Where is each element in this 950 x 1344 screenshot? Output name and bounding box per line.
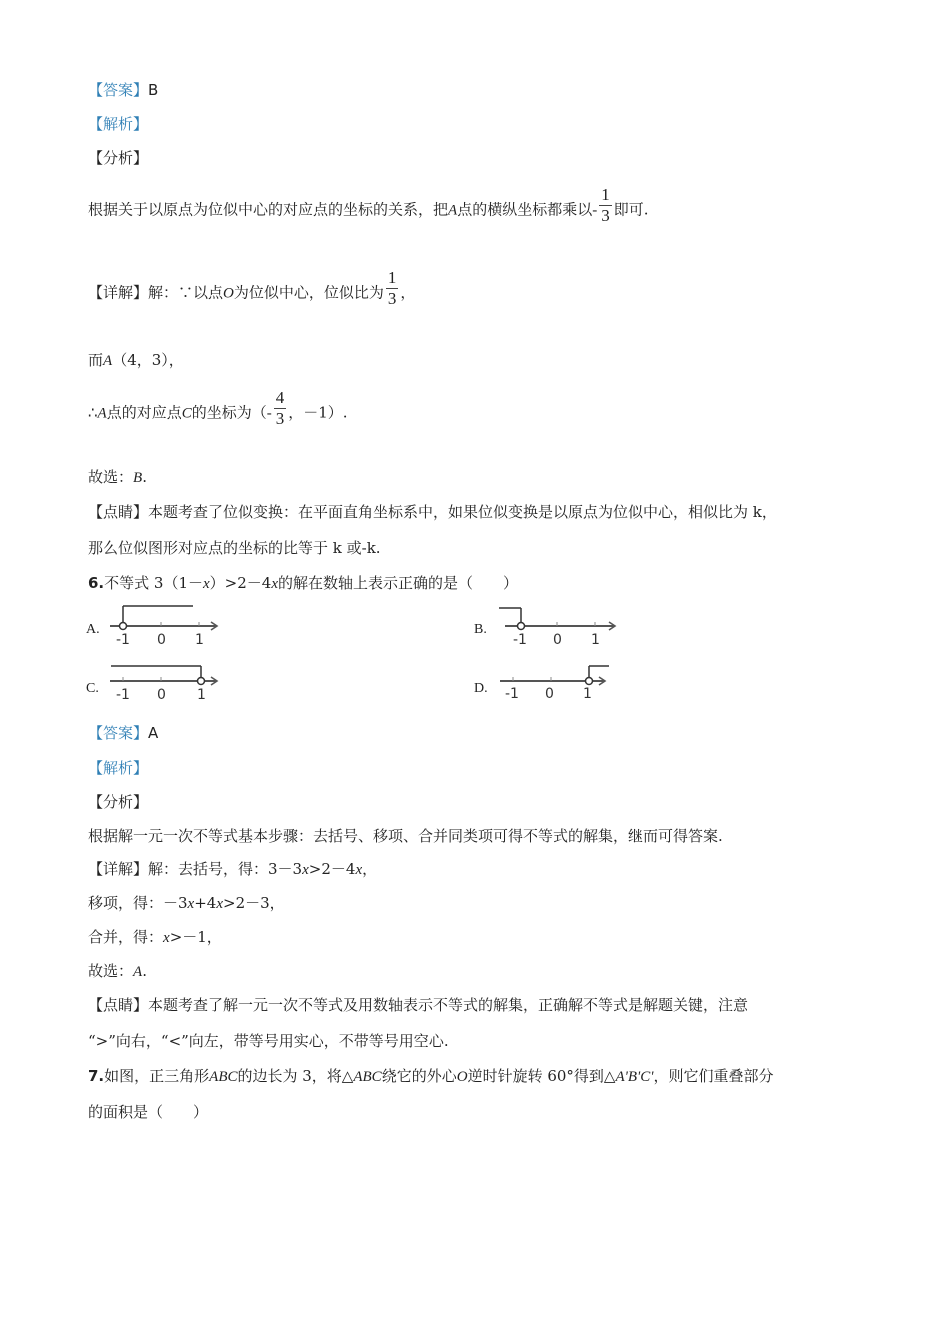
tick-label: 1 <box>583 686 592 702</box>
analysis-tag: 【解析】 <box>88 759 149 777</box>
text: ， <box>362 860 378 878</box>
text: 本题考查了解一元一次不等式及用数轴表示不等式的解集，正确解不等式是解题关键，注意 <box>148 996 749 1014</box>
choice: B <box>133 470 143 486</box>
text: （4，3）， <box>112 351 184 369</box>
dianjing-tag: 【点睛】 <box>88 503 149 521</box>
text: 而 <box>88 351 104 369</box>
text: . <box>142 468 147 486</box>
therefore-symbol: ∴ <box>88 403 98 422</box>
var-o: O <box>223 285 234 302</box>
option-a-label[interactable]: A. <box>86 622 100 637</box>
text: 的解在数轴上表示正确的是（ ） <box>278 574 519 592</box>
text: 点的对应点 <box>106 403 182 422</box>
fraction <box>386 268 399 309</box>
text: 不等式 3（1－ <box>104 574 203 592</box>
neg-sign: - <box>592 202 598 219</box>
analysis-tag: 【解析】 <box>88 115 149 133</box>
detail-line-3 <box>88 927 222 948</box>
dianjing-line-1 <box>88 995 748 1015</box>
var-x: x <box>271 576 278 592</box>
question-7-stem-line2: 的面积是（ ） <box>88 1103 209 1121</box>
text: >－1， <box>169 928 222 946</box>
fenxi-text-c: 即可. <box>613 200 649 219</box>
frac-den: 3 <box>275 409 285 428</box>
fenxi-tag: 【分析】 <box>88 793 149 811</box>
tick-label: 0 <box>553 632 562 647</box>
var-x: x <box>355 862 363 878</box>
var-a: A <box>448 202 458 219</box>
detail-line-2 <box>88 350 184 371</box>
option-c-number-line[interactable] <box>105 662 225 706</box>
var-abc: ABC <box>209 1069 238 1085</box>
fraction <box>274 388 287 429</box>
choose-line-q5 <box>88 467 147 488</box>
option-d-number-line[interactable] <box>497 660 617 704</box>
fraction <box>599 185 612 226</box>
var-abc-prime: A'B'C' <box>615 1069 654 1085</box>
fenxi-text-b: 点的横纵坐标都乘以 <box>457 200 593 219</box>
var-abc: ABC <box>353 1069 382 1085</box>
text: . <box>142 962 147 980</box>
dianjing-tag: 【点睛】 <box>88 996 149 1014</box>
question-7-stem <box>88 1066 773 1087</box>
detail-line-1 <box>88 859 377 880</box>
tick-label: 1 <box>591 632 600 647</box>
question-6-stem <box>88 573 518 594</box>
fenxi-tag: 【分析】 <box>88 149 149 167</box>
detail-line-3 <box>88 388 348 429</box>
question-number: 7. <box>88 1067 105 1085</box>
answer-tag: 【答案】 <box>88 724 149 742</box>
tick-label: -1 <box>116 632 130 647</box>
text: ，则它们重叠部分 <box>653 1067 774 1085</box>
text: 如图，正三角形 <box>104 1067 210 1085</box>
answer-value: A <box>148 724 159 742</box>
var-a: A <box>103 353 113 369</box>
var-x: x <box>187 896 195 912</box>
text: >2－4 <box>308 860 356 878</box>
text: 的边长为 3，将△ <box>237 1067 354 1085</box>
dianjing-line-2: 那么位似图形对应点的坐标的比等于 k 或-k. <box>88 539 381 557</box>
choice: A <box>133 964 143 980</box>
tick-label: 1 <box>197 687 206 703</box>
text: ，－1）. <box>288 403 348 422</box>
tick-label: 0 <box>157 687 166 703</box>
tick-label: -1 <box>513 632 527 647</box>
detail-text-b: 为位似中心，位似比为 <box>233 283 384 302</box>
var-o: O <box>456 1069 468 1085</box>
dianjing-line-2: “>”向右，“<”向左，带等号用实心，不带等号用空心. <box>88 1032 449 1050</box>
text: 移项，得：－3 <box>88 894 188 912</box>
text: 的坐标为（ <box>191 403 267 422</box>
detail-tag: 【详解】 <box>88 283 149 302</box>
dianjing-line-1 <box>88 502 777 522</box>
tick-label: 1 <box>195 632 204 647</box>
answer-line-q6 <box>88 723 158 743</box>
fenxi-text <box>88 185 649 226</box>
text: 绕它的外心 <box>381 1067 457 1085</box>
text: >2－3， <box>223 894 285 912</box>
answer-line-q5 <box>88 80 158 100</box>
option-b-label[interactable]: B. <box>474 622 487 637</box>
answer-tag: 【答案】 <box>88 81 149 99</box>
var-a: A <box>97 405 107 422</box>
text: +4 <box>194 894 217 912</box>
question-number: 6. <box>88 574 105 592</box>
var-c: C <box>181 405 192 422</box>
frac-num: 1 <box>601 185 610 204</box>
frac-den: 3 <box>601 206 610 225</box>
neg-sign: - <box>266 405 272 422</box>
option-b-number-line[interactable] <box>497 603 621 647</box>
option-a-number-line[interactable] <box>105 603 225 647</box>
text: 解：去括号，得：3－3 <box>148 860 303 878</box>
fenxi-text-a: 根据关于以原点为位似中心的对应点的坐标的关系，把 <box>88 200 449 219</box>
tick-label: -1 <box>116 687 130 703</box>
detail-text-c: ， <box>400 283 416 302</box>
detail-line-1 <box>88 268 416 309</box>
text: ）>2－4 <box>209 574 272 592</box>
detail-tag: 【详解】 <box>88 860 149 878</box>
detail-text-a: 解：∵以点 <box>148 283 224 302</box>
var-x: x <box>203 576 210 592</box>
option-c-label[interactable]: C. <box>86 681 99 696</box>
fenxi-text: 根据解一元一次不等式基本步骤：去括号、移项、合并同类项可得不等式的解集，继而可得答案. <box>88 827 723 845</box>
detail-line-2 <box>88 893 285 914</box>
var-x: x <box>216 896 224 912</box>
text: 故选： <box>88 468 134 486</box>
tick-label: 0 <box>545 686 554 702</box>
var-x: x <box>163 930 170 946</box>
frac-num: 4 <box>275 388 285 407</box>
text: 故选： <box>88 962 134 980</box>
frac-den: 3 <box>387 289 397 308</box>
text: 逆时针旋转 60°得到△ <box>467 1067 616 1085</box>
text: 本题考查了位似变换：在平面直角坐标系中，如果位似变换是以原点为位似中心，相似比为 k， <box>148 503 777 521</box>
frac-num: 1 <box>387 268 397 287</box>
tick-label: -1 <box>505 686 519 702</box>
var-x: x <box>302 862 309 878</box>
choose-line-q6 <box>88 961 147 982</box>
answer-value: B <box>148 81 159 99</box>
option-d-label[interactable]: D. <box>474 681 488 696</box>
text: 合并，得： <box>88 928 164 946</box>
tick-label: 0 <box>157 632 166 647</box>
